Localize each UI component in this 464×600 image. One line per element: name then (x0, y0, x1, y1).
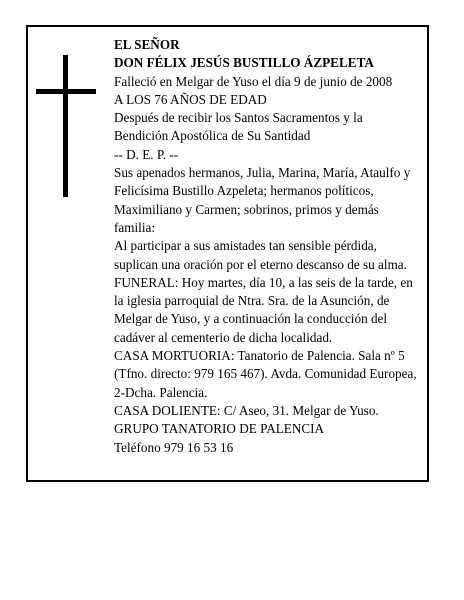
mortuary-details: CASA MORTUORIA: Tanatorio de Palencia. Sala nº 5 (Tfno. directo: 979 165 467). Avda. Comunidad Europea, 2-Dcha. Palencia. (114, 348, 417, 400)
funeral-company: GRUPO TANATORIO DE PALENCIA (114, 421, 325, 437)
age-statement: A LOS 76 AÑOS DE EDAD (114, 91, 267, 107)
cross-vertical-bar (63, 55, 68, 197)
deceased-name: DON FÉLIX JESÚS BUSTILLO ÁZPELETA (114, 55, 374, 71)
family-statement: Sus apenados hermanos, Julia, Marina, María, Ataulfo y Felicísima Bustillo Azpeleta; hermanos políticos, Maximiliano y Carmen; sobrinos, primos y demás familia: (114, 165, 411, 235)
prayer-request: Al participar a sus amistades tan sensible pérdida, suplican una oración por el eterno descanso de su alma. (114, 238, 407, 272)
obituary-text (114, 36, 419, 457)
death-statement: Falleció en Melgar de Yuso el día 9 de junio de 2008 (114, 73, 393, 89)
funeral-details: FUNERAL: Hoy martes, día 10, a las seis de la tarde, en la iglesia parroquial de Ntra. Sra. de la Asunción, de Melgar de Yuso, y a continuación la conducción del cadáver al cementerio de dicha localidad. (114, 274, 413, 345)
home-details: CASA DOLIENTE: C/ Aseo, 31. Melgar de Yuso. (114, 402, 379, 418)
company-phone: Teléfono 979 16 53 16 (114, 439, 234, 455)
deceased-title: EL SEÑOR (114, 37, 180, 52)
cross-horizontal-bar (36, 89, 96, 94)
sacraments-statement: Después de recibir los Santos Sacramentos y la Bendición Apostólica de Su Santidad (114, 110, 363, 144)
rip-line: -- D. E. P. -- (114, 146, 179, 162)
